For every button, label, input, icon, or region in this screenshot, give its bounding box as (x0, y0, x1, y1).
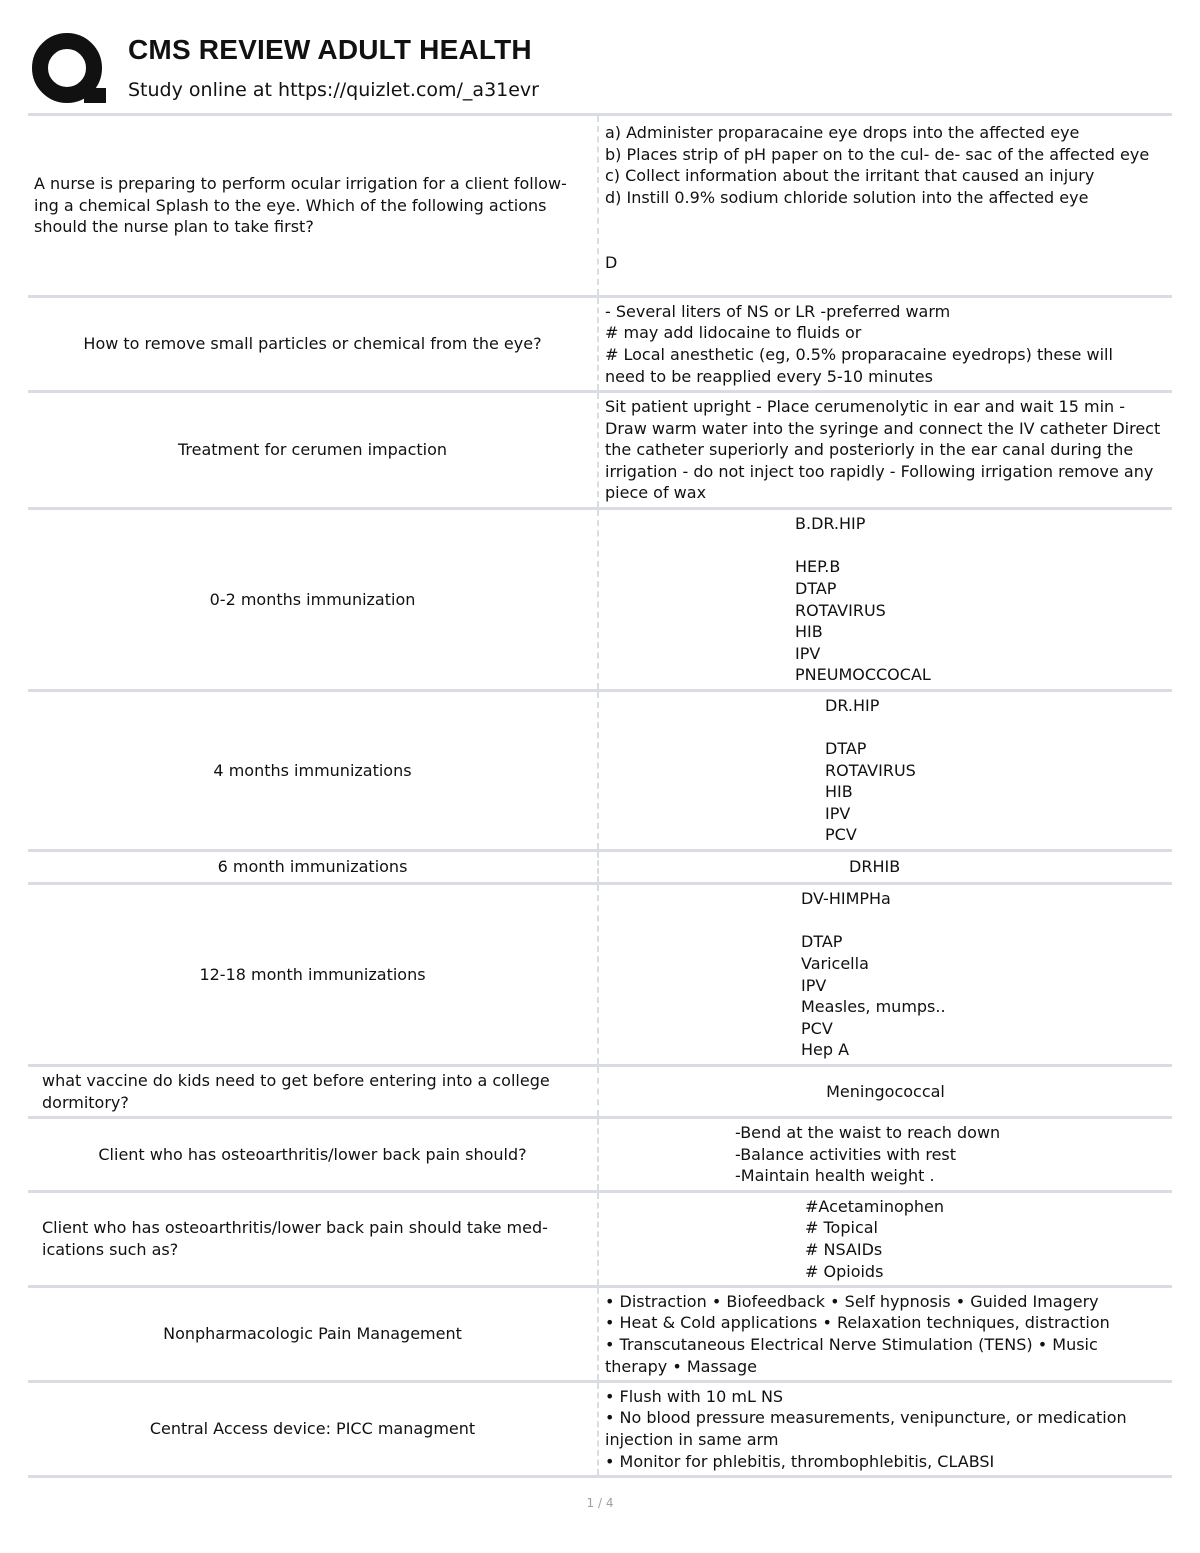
card-row (28, 392, 1172, 509)
study-online-link-text: Study online at https://quizlet.com/_a31evr (128, 79, 539, 101)
card-definition: DV-HIMPHa DTAP Varicella IPV Measles, mumps.. PCV Hep A (598, 884, 1172, 1066)
card-definition: • Distraction • Biofeedback • Self hypnosis • Guided Imagery • Heat & Cold applications • Relaxation techniques, distraction • Transcutaneous Electrical Nerve Stimulation (TENS) • Music therapy • Massage (598, 1287, 1172, 1382)
card-term: 4 months immunizations (213, 760, 412, 780)
card-term: 0-2 months immunization (209, 589, 416, 609)
card-row (28, 1382, 1172, 1477)
page-header (30, 26, 1180, 112)
card-row (28, 115, 1172, 297)
card-term: 6 month immunizations (217, 857, 408, 877)
card-row (28, 1066, 1172, 1118)
card-definition: - Several liters of NS or LR -preferred warm # may add lidocaine to fluids or # Local anesthetic (eg, 0.5% proparacaine eyedrops) these will need to be reapplied every 5-10 minutes (598, 297, 1172, 392)
flashcard-table (28, 113, 1172, 1478)
card-definition: Sit patient upright - Place cerumenolytic in ear and wait 15 min - Draw warm water into the syringe and connect the IV catheter Direct the catheter superiorly and posteriorly in the ear canal during the irrigation - do not inject too rapidly - Following irrigation remove any piece of wax (598, 392, 1172, 509)
card-row (28, 851, 1172, 884)
page-number: 1 / 4 (586, 1496, 614, 1510)
quizlet-q-icon (30, 30, 110, 110)
card-row (28, 884, 1172, 1066)
card-term: 12-18 month immunizations (199, 964, 426, 984)
card-term: Nonpharmacologic Pain Management (163, 1324, 462, 1344)
card-row (28, 1192, 1172, 1287)
card-row (28, 509, 1172, 691)
card-row (28, 297, 1172, 392)
card-definition: B.DR.HIP HEP.B DTAP ROTAVIRUS HIB IPV PNEUMOCCOCAL (598, 509, 1172, 691)
card-row (28, 1118, 1172, 1192)
card-term: How to remove small particles or chemical from the eye? (83, 334, 542, 354)
card-term: Central Access device: PICC managment (149, 1419, 476, 1439)
card-term: Client who has osteoarthritis/lower back pain should take med-ications such as? (42, 1218, 548, 1259)
card-term: A nurse is preparing to perform ocular irrigation for a client follow-ing a chemical Splash to the eye. Which of the following actions should the nurse plan to take first? (34, 174, 567, 237)
card-definition: Meningococcal (598, 1066, 1172, 1118)
card-definition: • Flush with 10 mL NS • No blood pressure measurements, venipuncture, or medication injection in same arm • Monitor for phlebitis, thrombophlebitis, CLABSI (598, 1382, 1172, 1477)
card-row (28, 1287, 1172, 1382)
page-title: CMS REVIEW ADULT HEALTH (128, 34, 532, 65)
card-term: Client who has osteoarthritis/lower back pain should? (98, 1144, 527, 1164)
card-definition: DRHIB (598, 851, 1172, 884)
card-definition: a) Administer proparacaine eye drops into the affected eye b) Places strip of pH paper on to the cul- de- sac of the affected eye c) Collect information about the irritant that caused an injury d) Instill 0.9% sodium chloride solution into the affected eye D (598, 115, 1172, 297)
card-definition: #Acetaminophen # Topical # NSAIDs # Opioids (598, 1192, 1172, 1287)
card-term: Treatment for cerumen impaction (177, 440, 448, 460)
card-definition: DR.HIP DTAP ROTAVIRUS HIB IPV PCV (598, 691, 1172, 851)
card-row (28, 691, 1172, 851)
card-term: what vaccine do kids need to get before entering into a college dormitory? (42, 1070, 550, 1112)
card-definition: -Bend at the waist to reach down -Balance activities with rest -Maintain health weight . (598, 1118, 1172, 1192)
